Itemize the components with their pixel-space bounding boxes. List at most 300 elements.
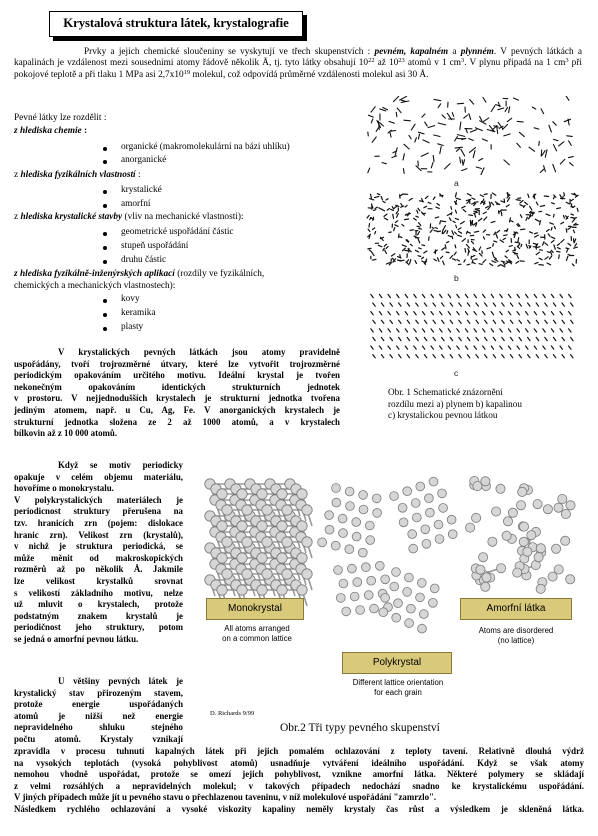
group-suffix: (rozdíly ve fyzikálních,: [174, 269, 265, 279]
paragraph-line: U většiny pevných látek je: [58, 676, 183, 686]
list-item: keramika: [121, 308, 156, 318]
particle-mark: [369, 236, 370, 239]
particle-mark: [502, 320, 504, 323]
polycrystal-model: [318, 477, 457, 633]
particle-mark: [550, 223, 554, 224]
particle-mark: [491, 221, 495, 222]
description-line: Different lattice orientation: [352, 678, 444, 687]
particle-mark: [468, 249, 470, 252]
particle-mark: [388, 346, 390, 349]
particle-mark: [496, 234, 498, 238]
particle-mark: [449, 218, 451, 221]
atom: [481, 582, 490, 591]
particle-mark: [549, 256, 551, 259]
particle-mark: [370, 199, 374, 200]
particle-mark: [379, 329, 381, 332]
particle-mark: [422, 257, 424, 259]
atom: [472, 513, 481, 522]
particle-mark: [571, 355, 573, 358]
particle-mark: [483, 294, 485, 297]
particle-mark: [446, 252, 449, 253]
particle-mark: [462, 206, 466, 208]
atom: [536, 584, 545, 593]
group-label: z hlediska fyzikálně-inženýrských aplikací: [14, 269, 175, 279]
atom: [482, 573, 491, 582]
particle-mark: [504, 160, 510, 165]
particle-mark: [519, 320, 521, 323]
paragraph-line: jediným atomem, např. u Cu, Ag, Fe. V anorganických krystalech je: [14, 404, 340, 415]
atom: [534, 553, 543, 562]
particle-mark: [484, 217, 487, 220]
particle-mark: [390, 337, 392, 340]
paragraph-line: už mluvit o krystalech, protože: [14, 599, 183, 610]
particle-mark: [517, 294, 519, 297]
particle-mark: [506, 250, 508, 252]
particle-mark: [539, 211, 542, 212]
particle-mark: [534, 294, 536, 297]
particle-mark: [416, 166, 421, 171]
particle-mark: [416, 320, 418, 323]
atom: [429, 598, 438, 607]
particle-mark: [560, 312, 562, 315]
particle-mark: [496, 105, 501, 107]
particle-mark: [381, 197, 382, 200]
particle-mark: [545, 257, 548, 259]
particle-mark: [474, 329, 476, 332]
atom: [282, 569, 292, 579]
particle-mark: [424, 355, 426, 358]
atom: [325, 525, 334, 534]
group-applications: [14, 269, 264, 280]
atom: [466, 523, 475, 532]
particle-mark: [438, 258, 440, 262]
atom: [411, 499, 420, 508]
particle-mark: [451, 212, 452, 214]
particle-mark: [500, 346, 502, 349]
particle-mark: [405, 329, 407, 332]
atom: [217, 489, 227, 499]
particle-mark: [448, 329, 450, 332]
poly-description: [328, 678, 468, 697]
particle-mark: [498, 108, 504, 110]
particle-mark: [554, 145, 557, 151]
particle-mark: [551, 312, 553, 315]
group-chemistry: [14, 126, 87, 137]
particle-mark: [459, 320, 461, 323]
description-line: All atoms arranged: [224, 624, 290, 633]
paragraph-line: zpravidla v procesu tuhnutí kapalných látek při jejich pomalém ochlazování z teploty tavení. Relativně dlouhá výdrž: [14, 746, 584, 756]
particle-mark: [574, 239, 576, 243]
particle-mark: [397, 108, 401, 113]
atom: [334, 566, 343, 575]
particle-mark: [506, 262, 509, 264]
particle-mark: [379, 346, 381, 349]
bullet-icon: [103, 327, 107, 331]
particle-mark: [526, 217, 527, 220]
particle-mark: [485, 355, 487, 358]
atom: [359, 505, 368, 514]
paragraph-line: V polykrystalických materiálech je: [14, 494, 183, 505]
particle-mark: [433, 337, 435, 340]
atom: [375, 561, 384, 570]
atom: [217, 521, 227, 531]
atom: [277, 521, 287, 531]
atom: [561, 536, 570, 545]
particle-mark: [450, 337, 452, 340]
particle-mark: [517, 346, 519, 349]
particle-mark: [470, 100, 474, 105]
particle-mark: [566, 216, 568, 219]
particle-mark: [397, 312, 399, 315]
particle-mark: [419, 223, 421, 226]
particle-mark: [494, 257, 497, 259]
paragraph-line: rozměrů až po několik Å. Jakmile: [14, 564, 183, 575]
particle-mark: [407, 260, 409, 263]
particle-mark: [493, 303, 495, 306]
list-item: stupeň uspořádání: [121, 241, 189, 251]
particle-mark: [483, 118, 489, 122]
particle-mark: [571, 303, 573, 306]
particle-mark: [414, 294, 416, 297]
atom: [536, 544, 545, 553]
amorphous-label: Amorfní látka: [460, 598, 572, 620]
particle-mark: [545, 337, 547, 340]
particle-mark: [493, 244, 494, 247]
atom: [222, 505, 232, 515]
particle-mark: [425, 196, 428, 198]
particle-mark: [541, 109, 544, 114]
paragraph-line: strukturní jednotka složena ze 2 až 1000 atomů, a v krystalech: [14, 416, 340, 427]
particle-mark: [467, 264, 470, 265]
particle-mark: [547, 263, 551, 265]
particle-mark: [418, 256, 421, 257]
solid-panel: [371, 294, 573, 357]
atom: [318, 538, 327, 547]
particle-mark: [543, 294, 545, 297]
paragraph-line: podstatným znakem krystalů je: [14, 610, 183, 621]
particle-mark: [534, 312, 536, 315]
particle-mark: [467, 232, 470, 233]
particle-mark: [383, 248, 384, 250]
atom: [438, 489, 447, 498]
particle-mark: [545, 303, 547, 306]
particle-mark: [521, 229, 525, 230]
particle-mark: [476, 355, 478, 358]
intro-text: atomů v 1 cm: [404, 58, 462, 69]
paragraph-line: periodicnost struktury přerušena na: [14, 506, 183, 517]
intro-emph: pevném, kapalném: [374, 47, 449, 57]
particle-mark: [422, 114, 425, 117]
atom: [348, 564, 357, 573]
particle-mark: [544, 196, 548, 197]
atom: [332, 484, 341, 493]
particle-mark: [526, 312, 528, 315]
particle-mark: [483, 329, 485, 332]
particle-mark: [394, 228, 395, 231]
atom: [548, 572, 557, 581]
particle-mark: [401, 100, 405, 101]
particle-mark: [371, 329, 373, 332]
particle-mark: [378, 245, 382, 246]
paragraph-line: lze velikost krystalků srovnat: [14, 575, 183, 586]
list-item: amorfní: [121, 199, 151, 209]
atom: [277, 585, 287, 595]
atom: [561, 509, 570, 518]
particle-mark: [536, 320, 538, 323]
particle-mark: [476, 224, 477, 226]
paragraph-line: v prostoru. V nejjednodušších krystalech je strukturní jednotka tvořena: [14, 393, 340, 404]
paragraph-line: na vysokých teplotách (vysoká pohyblivost atomů) usnadňuje vytváření ideálního uspořádání. Když se však atomy: [14, 757, 584, 768]
atom: [302, 569, 312, 579]
particle-mark: [483, 312, 485, 315]
atom: [297, 585, 307, 595]
particle-mark: [571, 199, 573, 200]
particle-mark: [440, 221, 441, 224]
particle-mark: [372, 252, 374, 255]
particle-mark: [535, 233, 538, 234]
particle-mark: [498, 265, 501, 267]
particle-mark: [403, 169, 404, 174]
particle-mark: [536, 303, 538, 306]
particle-mark: [422, 245, 425, 246]
particle-mark: [415, 250, 418, 252]
atom: [222, 537, 232, 547]
particle-mark: [419, 229, 422, 230]
paragraph-line: uspořádány, tvoří trojrozměrné útvary, které lze vytvořit trojrozměrné: [14, 358, 340, 369]
atom: [425, 494, 434, 503]
particle-mark: [548, 234, 550, 236]
particle-mark: [398, 260, 401, 261]
particle-mark: [540, 169, 544, 172]
particle-mark: [391, 209, 394, 210]
particle-mark: [451, 207, 452, 210]
atom: [262, 505, 272, 515]
atom: [496, 484, 505, 493]
gas-panel: [368, 96, 574, 175]
particle-mark: [474, 202, 478, 203]
particle-mark: [560, 294, 562, 297]
particle-mark: [368, 229, 370, 231]
particle-mark: [415, 138, 417, 142]
particle-mark: [440, 329, 442, 332]
particle-mark: [573, 230, 574, 233]
atom: [365, 521, 374, 530]
particle-mark: [564, 119, 570, 121]
particle-mark: [433, 155, 434, 161]
paragraph-line: V krystalických pevných látkách jsou atomy pravidelně: [58, 347, 340, 357]
particle-mark: [400, 96, 407, 100]
atom: [353, 578, 362, 587]
particle-mark: [508, 294, 510, 297]
particle-mark: [571, 204, 572, 207]
particle-mark: [438, 123, 446, 125]
particle-mark: [507, 118, 511, 121]
particle-mark: [368, 132, 369, 136]
particle-mark: [405, 205, 407, 207]
particle-mark: [371, 346, 373, 349]
particle-mark: [502, 355, 504, 358]
particle-mark: [467, 337, 469, 340]
atom: [352, 532, 361, 541]
description-line: (no lattice): [497, 635, 535, 645]
particle-mark: [383, 108, 388, 110]
particle-mark: [574, 247, 578, 248]
particle-mark: [505, 107, 508, 111]
particle-mark: [467, 320, 469, 323]
particle-mark: [368, 115, 373, 117]
atom: [262, 569, 272, 579]
atom: [364, 591, 373, 600]
atom: [523, 547, 532, 556]
particle-mark: [373, 337, 375, 340]
intro-paragraph: [14, 47, 582, 81]
particle-mark: [506, 205, 509, 207]
particle-mark: [492, 193, 495, 195]
particle-mark: [553, 337, 555, 340]
particle-mark: [410, 260, 411, 264]
paragraph-line: Když se motiv periodicky: [58, 460, 183, 470]
particle-mark: [442, 355, 444, 358]
particle-mark: [566, 202, 570, 204]
atom: [439, 504, 448, 513]
particle-mark: [532, 107, 536, 109]
particle-mark: [474, 231, 478, 232]
particle-mark: [559, 255, 560, 259]
particle-mark: [373, 210, 375, 211]
particle-mark: [474, 346, 476, 349]
particle-mark: [371, 194, 372, 198]
particle-mark: [399, 303, 401, 306]
atom: [359, 491, 368, 500]
particle-mark: [568, 243, 571, 245]
particle-mark: [564, 216, 565, 219]
particle-mark: [533, 243, 537, 244]
particle-mark: [445, 164, 451, 169]
particle-mark: [468, 194, 472, 196]
intro-text: při pokojové teplotě a při tlaku 1 MPa asi 2,7x10: [14, 58, 583, 80]
particle-mark: [459, 355, 461, 358]
particle-mark: [405, 312, 407, 315]
particle-mark: [491, 202, 494, 205]
particle-mark: [416, 337, 418, 340]
particle-mark: [428, 202, 431, 203]
particle-mark: [519, 303, 521, 306]
particle-mark: [379, 312, 381, 315]
particle-mark: [571, 320, 573, 323]
particle-mark: [551, 329, 553, 332]
paragraph-line: periodickým opakováním určitého motivu. Ideální krystal je tvořen: [14, 370, 340, 381]
exponent: 19: [183, 68, 191, 76]
atom: [435, 535, 444, 544]
atom: [518, 487, 527, 496]
particle-mark: [381, 320, 383, 323]
particle-mark: [450, 355, 452, 358]
atom: [419, 610, 428, 619]
group-structure: [14, 212, 244, 223]
list-item: druhu částic: [121, 255, 167, 265]
particle-mark: [557, 244, 559, 246]
list-item: kovy: [121, 294, 140, 304]
particle-mark: [459, 337, 461, 340]
particle-mark: [492, 252, 493, 256]
paragraph-line: hranic zrn). Velikost zrn (krystalů),: [14, 529, 183, 540]
particle-mark: [566, 248, 569, 249]
atom: [429, 477, 438, 486]
particle-mark: [435, 228, 437, 229]
particle-mark: [508, 312, 510, 315]
particle-mark: [539, 141, 540, 145]
particle-mark: [502, 303, 504, 306]
atom: [421, 525, 430, 534]
atom: [262, 537, 272, 547]
particle-mark: [455, 193, 456, 197]
paragraph-line: V jiných případech může jít u pevného stavu o přechlazenou taveninu, v níž molekulové uspořádání "zamrzlo".: [14, 792, 437, 803]
particle-mark: [450, 256, 453, 259]
particle-mark: [476, 167, 481, 169]
particle-mark: [494, 126, 498, 127]
particle-mark: [373, 303, 375, 306]
atom: [217, 585, 227, 595]
particle-mark: [483, 98, 486, 103]
particle-mark: [553, 165, 556, 172]
particle-mark: [479, 264, 482, 265]
particle-mark: [434, 99, 441, 100]
particle-mark: [484, 194, 487, 195]
particle-mark: [460, 157, 461, 163]
atom: [416, 482, 425, 491]
particle-mark: [373, 355, 375, 358]
atom: [331, 541, 340, 550]
atom: [481, 477, 490, 486]
particle-mark: [448, 346, 450, 349]
particle-mark: [503, 124, 508, 129]
particle-mark: [560, 346, 562, 349]
atom: [257, 585, 267, 595]
particle-mark: [367, 215, 369, 218]
atom: [418, 624, 427, 633]
atom: [222, 569, 232, 579]
group-prefix: z: [14, 170, 21, 180]
particle-mark: [568, 228, 571, 230]
particle-mark: [469, 215, 473, 216]
atom: [237, 521, 247, 531]
particle-mark: [385, 250, 387, 253]
particle-mark: [375, 207, 377, 208]
particle-mark: [384, 244, 386, 246]
particle-mark: [569, 346, 571, 349]
particle-mark: [483, 230, 485, 232]
particle-mark: [403, 154, 404, 160]
particle-mark: [409, 198, 412, 200]
particle-mark: [544, 166, 546, 172]
particle-mark: [520, 215, 522, 218]
group-label: hlediska fyzikálních vlastností: [20, 170, 136, 180]
intro-text: Prvky a jejich chemické sloučeniny se vyskytují ve třech skupenstvích :: [84, 47, 375, 57]
particle-mark: [572, 219, 575, 222]
particle-mark: [424, 320, 426, 323]
particle-mark: [491, 346, 493, 349]
atom: [257, 521, 267, 531]
particle-mark: [386, 246, 388, 248]
monocrystal-model: [205, 479, 312, 606]
atom: [345, 545, 354, 554]
panel-label-b: b: [454, 273, 459, 283]
bullet-icon: [103, 204, 107, 208]
particle-mark: [507, 229, 508, 232]
particle-mark: [397, 329, 399, 332]
particle-mark: [396, 112, 397, 116]
atom: [242, 569, 252, 579]
